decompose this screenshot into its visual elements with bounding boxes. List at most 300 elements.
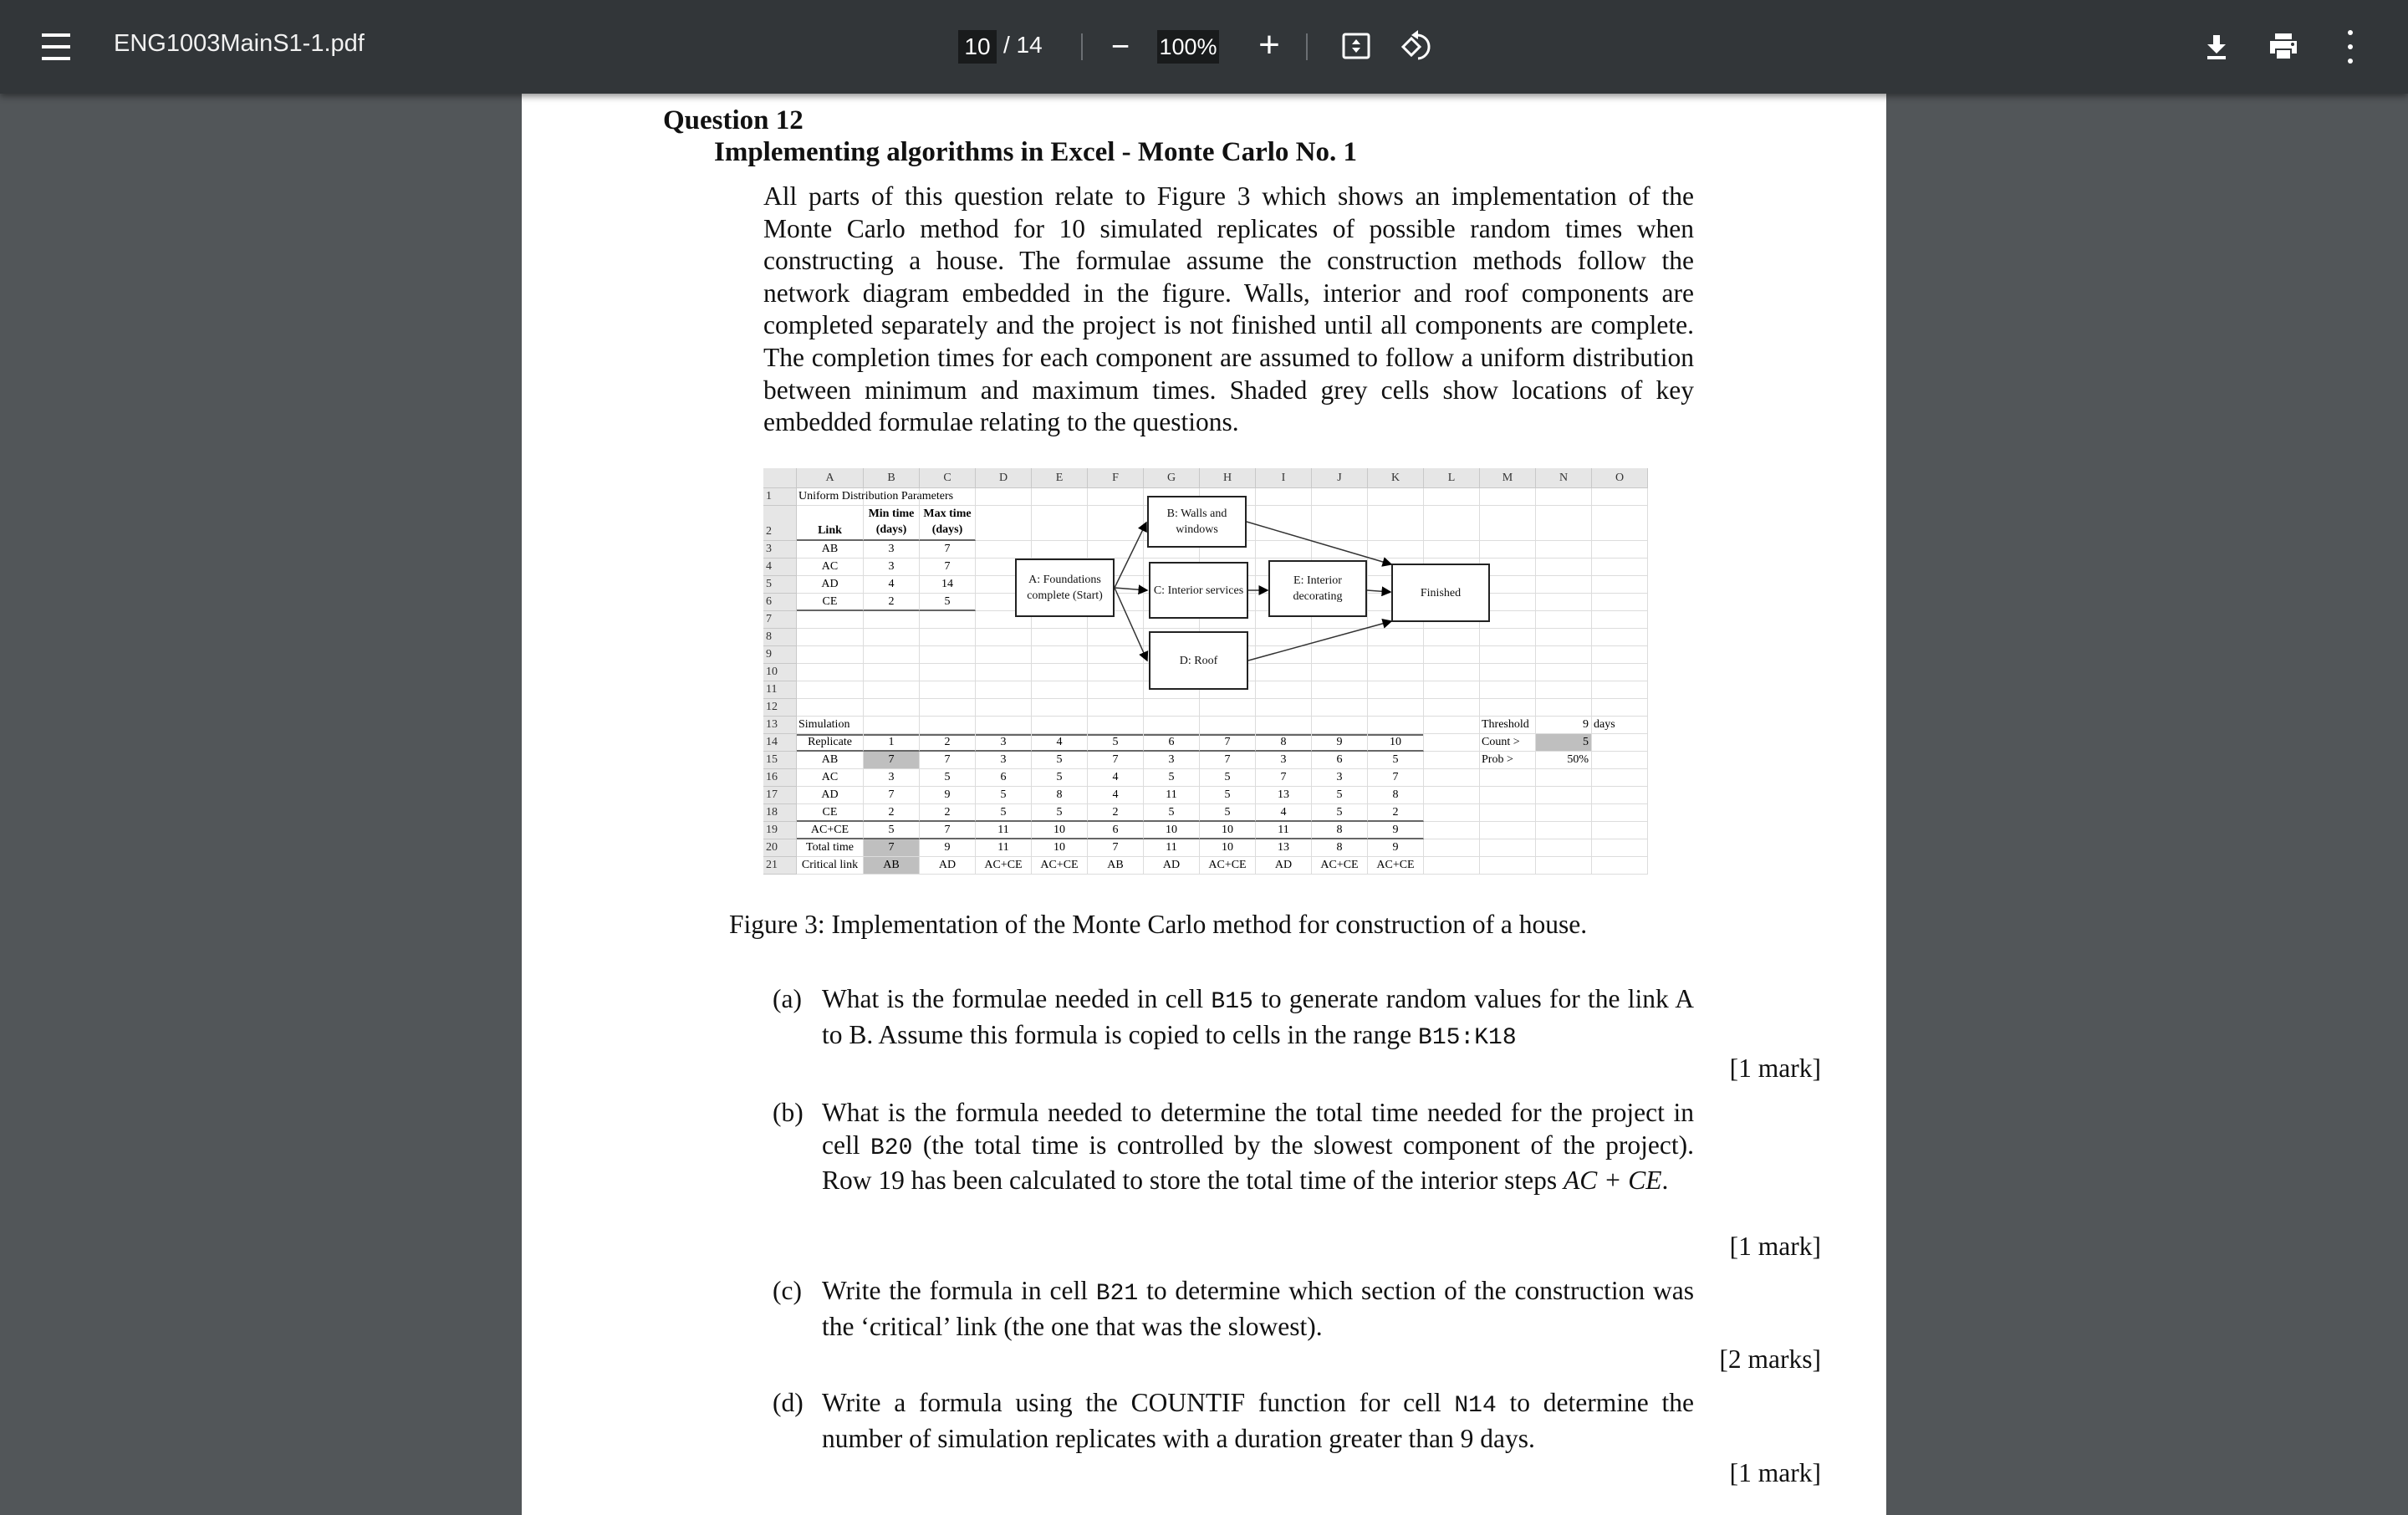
cell-D20: 11 xyxy=(976,839,1032,857)
cell-B6: 2 xyxy=(864,594,920,611)
cell-K1 xyxy=(1368,488,1424,506)
cell-H17: 5 xyxy=(1200,787,1256,804)
cell-F21: AB xyxy=(1088,857,1144,875)
row-header: 12 xyxy=(763,699,797,717)
cell-E12 xyxy=(1032,699,1088,717)
cell-D13 xyxy=(976,717,1032,734)
cell-M17 xyxy=(1480,787,1536,804)
row-header: 17 xyxy=(763,787,797,804)
divider xyxy=(1081,33,1083,60)
cell-N14: 5 xyxy=(1536,734,1592,752)
column-header: B xyxy=(864,468,920,488)
cell-L3 xyxy=(1424,541,1480,559)
text: (the total time is controlled by the slowest component of the project). Row 19 has been calculated to store the total time of the interior steps xyxy=(822,1130,1695,1196)
cell-K12 xyxy=(1368,699,1424,717)
cell-B8 xyxy=(864,629,920,646)
cell-C3: 7 xyxy=(920,541,976,559)
cell-J18: 5 xyxy=(1312,804,1368,822)
cell-K19: 9 xyxy=(1368,822,1424,839)
cell-B13 xyxy=(864,717,920,734)
cell-N11 xyxy=(1536,681,1592,699)
cell-F10 xyxy=(1088,664,1144,681)
cell-F16: 4 xyxy=(1088,769,1144,787)
cell-B3: 3 xyxy=(864,541,920,559)
cell-A6: CE xyxy=(797,594,864,611)
cell-range: B15:K18 xyxy=(1418,1024,1517,1051)
part-text xyxy=(822,983,1694,1054)
cell-D18: 5 xyxy=(976,804,1032,822)
cell-L16 xyxy=(1424,769,1480,787)
cell-F3 xyxy=(1088,541,1144,559)
cell-F19: 6 xyxy=(1088,822,1144,839)
cell-M20 xyxy=(1480,839,1536,857)
cell-B5: 4 xyxy=(864,576,920,594)
cell-C10 xyxy=(920,664,976,681)
cell-L1 xyxy=(1424,488,1480,506)
cell-G12 xyxy=(1144,699,1200,717)
cell-H16: 5 xyxy=(1200,769,1256,787)
cell-N17 xyxy=(1536,787,1592,804)
cell-F13 xyxy=(1088,717,1144,734)
cell-K18: 2 xyxy=(1368,804,1424,822)
column-header: D xyxy=(976,468,1032,488)
cell-B12 xyxy=(864,699,920,717)
cell-N21 xyxy=(1536,857,1592,875)
text: to determine which section of the construction was the ‘critical’ link (the one that was the slowest). xyxy=(822,1276,1695,1341)
cell-M10 xyxy=(1480,664,1536,681)
cell-M1 xyxy=(1480,488,1536,506)
menu-icon[interactable] xyxy=(40,33,72,60)
cell-D2 xyxy=(976,506,1032,541)
cell-E11 xyxy=(1032,681,1088,699)
column-header: M xyxy=(1480,468,1536,488)
cell-J19: 8 xyxy=(1312,822,1368,839)
cell-A12 xyxy=(797,699,864,717)
column-header: G xyxy=(1144,468,1200,488)
cell-L15 xyxy=(1424,752,1480,769)
cell-N6 xyxy=(1536,594,1592,611)
zoom-out-button[interactable]: − xyxy=(1110,28,1130,64)
cell-A18: CE xyxy=(797,804,864,822)
cell-E15: 5 xyxy=(1032,752,1088,769)
cell-B1 xyxy=(864,488,920,506)
part-label: (d) xyxy=(773,1388,804,1417)
row-header: 15 xyxy=(763,752,797,769)
cell-N19 xyxy=(1536,822,1592,839)
cell-L17 xyxy=(1424,787,1480,804)
cell-B14: 1 xyxy=(864,734,920,752)
cell-I11 xyxy=(1256,681,1312,699)
cell-J3 xyxy=(1312,541,1368,559)
cell-D19: 11 xyxy=(976,822,1032,839)
cell-L21 xyxy=(1424,857,1480,875)
cell-A9 xyxy=(797,646,864,664)
math-expression: AC + CE xyxy=(1564,1166,1662,1196)
cell-N5 xyxy=(1536,576,1592,594)
cell-L9 xyxy=(1424,646,1480,664)
cell-J2 xyxy=(1312,506,1368,541)
cell-C17: 9 xyxy=(920,787,976,804)
cell-N8 xyxy=(1536,629,1592,646)
node-d-roof: D: Roof xyxy=(1149,631,1248,690)
cell-B10 xyxy=(864,664,920,681)
cell-J1 xyxy=(1312,488,1368,506)
cell-A17: AD xyxy=(797,787,864,804)
cell-C2: Max time (days) xyxy=(920,506,976,541)
cell-O2 xyxy=(1592,506,1648,541)
part-c xyxy=(773,1275,1694,1343)
cell-F18: 2 xyxy=(1088,804,1144,822)
cell-M2 xyxy=(1480,506,1536,541)
cell-C7 xyxy=(920,611,976,629)
cell-C9 xyxy=(920,646,976,664)
page-number-input[interactable]: 10 xyxy=(958,30,997,64)
node-a-foundations: A: Foundations complete (Start) xyxy=(1015,559,1115,617)
cell-E9 xyxy=(1032,646,1088,664)
total-pages: / 14 xyxy=(1003,32,1043,58)
cell-J12 xyxy=(1312,699,1368,717)
cell-M21 xyxy=(1480,857,1536,875)
cell-C16: 5 xyxy=(920,769,976,787)
cell-C21: AD xyxy=(920,857,976,875)
cell-M12 xyxy=(1480,699,1536,717)
part-label: (c) xyxy=(773,1276,802,1305)
cell-K3 xyxy=(1368,541,1424,559)
node-finished: Finished xyxy=(1391,564,1490,622)
cell-I19: 11 xyxy=(1256,822,1312,839)
cell-B7 xyxy=(864,611,920,629)
column-header: F xyxy=(1088,468,1144,488)
cell-I17: 13 xyxy=(1256,787,1312,804)
cell-K8 xyxy=(1368,629,1424,646)
cell-F1 xyxy=(1088,488,1144,506)
more-options-icon[interactable] xyxy=(2338,30,2363,64)
cell-G14: 6 xyxy=(1144,734,1200,752)
cell-F11 xyxy=(1088,681,1144,699)
cell-D3 xyxy=(976,541,1032,559)
cell-J20: 8 xyxy=(1312,839,1368,857)
node-e-decorating: E: Interior decorating xyxy=(1268,560,1367,617)
cell-B19: 5 xyxy=(864,822,920,839)
cell-E3 xyxy=(1032,541,1088,559)
cell-A1: Uniform Distribution Parameters xyxy=(797,488,864,506)
cell-F14: 5 xyxy=(1088,734,1144,752)
question-number: Question 12 xyxy=(663,105,804,135)
cell-O20 xyxy=(1592,839,1648,857)
cell-H15: 7 xyxy=(1200,752,1256,769)
cell-O1 xyxy=(1592,488,1648,506)
cell-I2 xyxy=(1256,506,1312,541)
cell-C14: 2 xyxy=(920,734,976,752)
cell-B11 xyxy=(864,681,920,699)
cell-L10 xyxy=(1424,664,1480,681)
cell-A10 xyxy=(797,664,864,681)
pdf-page xyxy=(522,94,1886,1515)
row-header: 2 xyxy=(763,506,797,541)
row-header: 13 xyxy=(763,717,797,734)
cell-N7 xyxy=(1536,611,1592,629)
cell-F2 xyxy=(1088,506,1144,541)
figure-caption: Figure 3: Implementation of the Monte Carlo method for construction of a house. xyxy=(729,910,1588,939)
cell-N2 xyxy=(1536,506,1592,541)
cell-M13: Threshold xyxy=(1480,717,1536,734)
text: to generate random values for the link A to B. Assume this formula is copied to cells in the range xyxy=(822,984,1694,1049)
cell-O6 xyxy=(1592,594,1648,611)
cell-A19: AC+CE xyxy=(797,822,864,839)
text: What is the formula needed to determine the total time needed for the project in cell xyxy=(822,1098,1694,1160)
cell-G13 xyxy=(1144,717,1200,734)
cell-A21: Critical link xyxy=(797,857,864,875)
cell-L12 xyxy=(1424,699,1480,717)
row-header: 7 xyxy=(763,611,797,629)
cell-O17 xyxy=(1592,787,1648,804)
text: . xyxy=(1661,1166,1669,1196)
cell-I14: 8 xyxy=(1256,734,1312,752)
cell-E20: 10 xyxy=(1032,839,1088,857)
cell-I21: AD xyxy=(1256,857,1312,875)
cell-F8 xyxy=(1088,629,1144,646)
cell-B21: AB xyxy=(864,857,920,875)
cell-A7 xyxy=(797,611,864,629)
cell-H21: AC+CE xyxy=(1200,857,1256,875)
cell-I20: 13 xyxy=(1256,839,1312,857)
column-header: I xyxy=(1256,468,1312,488)
cell-B4: 3 xyxy=(864,559,920,576)
fit-page-icon[interactable] xyxy=(1341,32,1371,60)
zoom-input[interactable]: 100% xyxy=(1157,30,1219,64)
part-text xyxy=(822,1097,1694,1197)
cell-C13 xyxy=(920,717,976,734)
cell-ref: B20 xyxy=(870,1135,913,1161)
cell-H20: 10 xyxy=(1200,839,1256,857)
cell-E10 xyxy=(1032,664,1088,681)
cell-I18: 4 xyxy=(1256,804,1312,822)
cell-E17: 8 xyxy=(1032,787,1088,804)
cell-A16: AC xyxy=(797,769,864,787)
part-a xyxy=(773,983,1694,1054)
cell-C8 xyxy=(920,629,976,646)
cell-E13 xyxy=(1032,717,1088,734)
cell-A14: Replicate xyxy=(797,734,864,752)
marks-b: [1 mark] xyxy=(1729,1232,1821,1261)
cell-G20: 11 xyxy=(1144,839,1200,857)
node-b-walls: B: Walls and windows xyxy=(1147,496,1247,548)
cell-D1 xyxy=(976,488,1032,506)
zoom-in-button[interactable]: + xyxy=(1258,24,1280,65)
cell-D12 xyxy=(976,699,1032,717)
row-header: 11 xyxy=(763,681,797,699)
cell-E18: 5 xyxy=(1032,804,1088,822)
cell-A15: AB xyxy=(797,752,864,769)
rotate-icon[interactable] xyxy=(1398,28,1431,64)
cell-M18 xyxy=(1480,804,1536,822)
file-name: ENG1003MainS1-1.pdf xyxy=(114,30,365,57)
question-title: Implementing algorithms in Excel - Monte Carlo No. 1 xyxy=(714,137,1358,167)
cell-O10 xyxy=(1592,664,1648,681)
cell-E1 xyxy=(1032,488,1088,506)
cell-O11 xyxy=(1592,681,1648,699)
cell-J8 xyxy=(1312,629,1368,646)
row-header: 3 xyxy=(763,541,797,559)
cell-K11 xyxy=(1368,681,1424,699)
cell-H13 xyxy=(1200,717,1256,734)
cell-O13: days xyxy=(1592,717,1648,734)
cell-M8 xyxy=(1480,629,1536,646)
cell-K17: 8 xyxy=(1368,787,1424,804)
cell-L18 xyxy=(1424,804,1480,822)
cell-O14 xyxy=(1592,734,1648,752)
cell-A4: AC xyxy=(797,559,864,576)
cell-C4: 7 xyxy=(920,559,976,576)
row-header: 6 xyxy=(763,594,797,611)
column-header: N xyxy=(1536,468,1592,488)
divider xyxy=(1306,33,1308,60)
cell-E2 xyxy=(1032,506,1088,541)
cell-F17: 4 xyxy=(1088,787,1144,804)
cell-A3: AB xyxy=(797,541,864,559)
cell-C12 xyxy=(920,699,976,717)
row-header: 20 xyxy=(763,839,797,857)
cell-C19: 7 xyxy=(920,822,976,839)
row-header: 18 xyxy=(763,804,797,822)
cell-L2 xyxy=(1424,506,1480,541)
cell-M3 xyxy=(1480,541,1536,559)
cell-C18: 2 xyxy=(920,804,976,822)
cell-C1 xyxy=(920,488,976,506)
cell-A20: Total time xyxy=(797,839,864,857)
cell-J15: 6 xyxy=(1312,752,1368,769)
cell-F15: 7 xyxy=(1088,752,1144,769)
marks-c: [2 marks] xyxy=(1719,1344,1821,1374)
cell-O7 xyxy=(1592,611,1648,629)
cell-N15: 50% xyxy=(1536,752,1592,769)
cell-D14: 3 xyxy=(976,734,1032,752)
cell-I10 xyxy=(1256,664,1312,681)
cell-M19 xyxy=(1480,822,1536,839)
row-header: 14 xyxy=(763,734,797,752)
cell-N16 xyxy=(1536,769,1592,787)
row-header: 9 xyxy=(763,646,797,664)
cell-G17: 11 xyxy=(1144,787,1200,804)
cell-I12 xyxy=(1256,699,1312,717)
cell-C5: 14 xyxy=(920,576,976,594)
cell-B20: 7 xyxy=(864,839,920,857)
cell-J16: 3 xyxy=(1312,769,1368,787)
cell-L11 xyxy=(1424,681,1480,699)
cell-C6: 5 xyxy=(920,594,976,611)
cell-L14 xyxy=(1424,734,1480,752)
cell-J21: AC+CE xyxy=(1312,857,1368,875)
marks-a: [1 mark] xyxy=(1729,1053,1821,1083)
cell-K15: 5 xyxy=(1368,752,1424,769)
cell-E16: 5 xyxy=(1032,769,1088,787)
column-header: C xyxy=(920,468,976,488)
cell-K21: AC+CE xyxy=(1368,857,1424,875)
cell-C15: 7 xyxy=(920,752,976,769)
cell-H18: 5 xyxy=(1200,804,1256,822)
print-icon[interactable] xyxy=(2268,32,2299,60)
cell-E14: 4 xyxy=(1032,734,1088,752)
part-b xyxy=(773,1097,1694,1197)
cell-F20: 7 xyxy=(1088,839,1144,857)
cell-J13 xyxy=(1312,717,1368,734)
cell-G21: AD xyxy=(1144,857,1200,875)
row-header: 21 xyxy=(763,857,797,875)
cell-M14: Count > xyxy=(1480,734,1536,752)
cell-N3 xyxy=(1536,541,1592,559)
cell-A11 xyxy=(797,681,864,699)
cell-I16: 7 xyxy=(1256,769,1312,787)
cell-I15: 3 xyxy=(1256,752,1312,769)
cell-F12 xyxy=(1088,699,1144,717)
cell-B15: 7 xyxy=(864,752,920,769)
cell-L8 xyxy=(1424,629,1480,646)
cell-D11 xyxy=(976,681,1032,699)
cell-D21: AC+CE xyxy=(976,857,1032,875)
cell-H14: 7 xyxy=(1200,734,1256,752)
part-d xyxy=(773,1387,1694,1455)
cell-A5: AD xyxy=(797,576,864,594)
figure-spreadsheet xyxy=(763,468,1648,879)
cell-I9 xyxy=(1256,646,1312,664)
cell-H19: 10 xyxy=(1200,822,1256,839)
cell-J14: 9 xyxy=(1312,734,1368,752)
cell-N20 xyxy=(1536,839,1592,857)
pdf-toolbar xyxy=(0,0,2408,94)
cell-A8 xyxy=(797,629,864,646)
column-header: K xyxy=(1368,468,1424,488)
text: to determine the number of simulation replicates with a duration greater than 9 days. xyxy=(822,1388,1694,1453)
cell-M11 xyxy=(1480,681,1536,699)
cell-M9 xyxy=(1480,646,1536,664)
cell-E8 xyxy=(1032,629,1088,646)
text: Write a formula using the COUNTIF function for cell xyxy=(822,1388,1455,1417)
cell-C20: 9 xyxy=(920,839,976,857)
cell-K20: 9 xyxy=(1368,839,1424,857)
column-header: H xyxy=(1200,468,1256,488)
cell-M15: Prob > xyxy=(1480,752,1536,769)
cell-O21 xyxy=(1592,857,1648,875)
cell-L19 xyxy=(1424,822,1480,839)
cell-B9 xyxy=(864,646,920,664)
text: Write the formula in cell xyxy=(822,1276,1096,1305)
question-intro: All parts of this question relate to Figure 3 which shows an implementation of the Monte Carlo method for 10 simulated replicates of possible random times when constructing a house. The formulae assume the construction methods follow the network diagram embedded in the figure. Walls, interior and roof components are completed separately and the project is not finished until all components are complete. The completion times for each component are assumed to follow a uniform distribution between minimum and maximum times. Shaded grey cells show locations of key embedded formulae relating to the questions. xyxy=(763,181,1694,437)
row-header: 19 xyxy=(763,822,797,839)
column-header: O xyxy=(1592,468,1648,488)
cell-M16 xyxy=(1480,769,1536,787)
column-header: A xyxy=(797,468,864,488)
download-icon[interactable] xyxy=(2202,32,2231,62)
cell-O5 xyxy=(1592,576,1648,594)
column-header: L xyxy=(1424,468,1480,488)
text: What is the formulae needed in cell xyxy=(822,984,1212,1013)
part-label: (a) xyxy=(773,984,802,1013)
cell-N18 xyxy=(1536,804,1592,822)
cell-D15: 3 xyxy=(976,752,1032,769)
cell-B2: Min time (days) xyxy=(864,506,920,541)
cell-F9 xyxy=(1088,646,1144,664)
cell-O18 xyxy=(1592,804,1648,822)
cell-ref: B15 xyxy=(1211,989,1253,1015)
cell-I3 xyxy=(1256,541,1312,559)
cell-ref: B21 xyxy=(1095,1281,1139,1307)
cell-E19: 10 xyxy=(1032,822,1088,839)
cell-N9 xyxy=(1536,646,1592,664)
cell-K2 xyxy=(1368,506,1424,541)
cell-L13 xyxy=(1424,717,1480,734)
cell-O4 xyxy=(1592,559,1648,576)
cell-O19 xyxy=(1592,822,1648,839)
